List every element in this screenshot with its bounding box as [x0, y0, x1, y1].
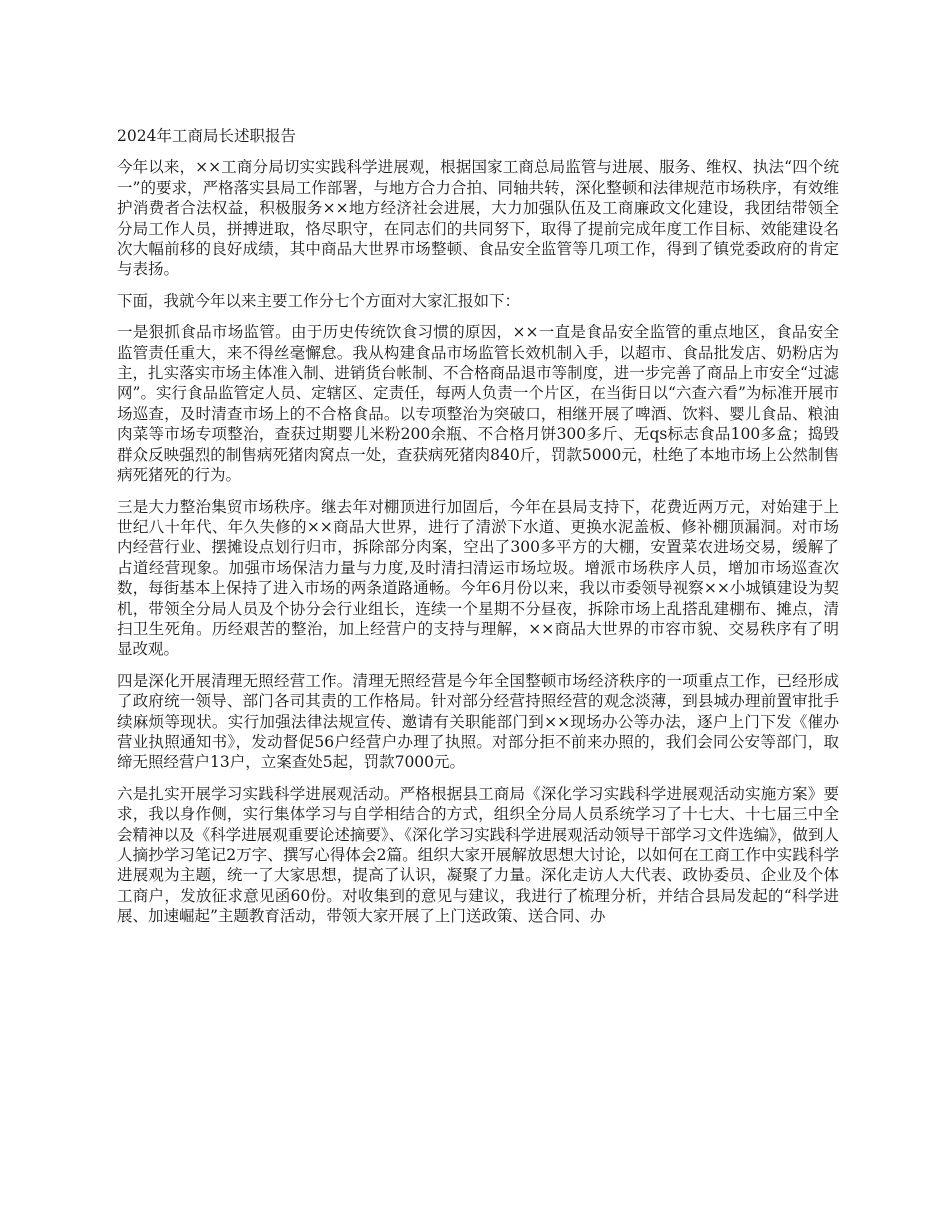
paragraph-food-supervision: 一是狠抓食品市场监管。由于历史传统饮食习惯的原因，××一直是食品安全监管的重点地区，食品安全监管责任重大，来不得丝毫懈怠。我从构建食品市场监管长效机制入手，以超市、食品批发店、奶粉店为主，扎实落实市场主体准入制、进销货台帐制、不合格商品退市等制度，进一步完善了商品上市安全“过滤网”。实行食品监管定人员、定辖区、定责任，每两人负责一个片区，在当街日以“六查六看”为标准开展市场巡查，及时清查市场上的不合格食品。以专项整治为突破口，相继开展了啤酒、饮料、婴儿食品、粮油肉菜等市场专项整治，查获过期婴儿米粉200余瓶、不合格月饼300多斤、无qs标志食品100多盒；捣毁群众反映强烈的制售病死猪肉窝点一处，查获病死猪肉840斤，罚款5000元，杜绝了本地市场上公然制售病死猪死的行为。 — [117, 323, 839, 485]
paragraph-unlicensed-business: 四是深化开展清理无照经营工作。清理无照经营是今年全国整顿市场经济秩序的一项重点工作，已经形成了政府统一领导、部门各司其责的工作格局。针对部分经营持照经营的观念淡薄，到县城办理前置审批手续麻烦等现状。实行加强法律法规宣传、邀请有关职能部门到××现场办公等办法，逐户上门下发《催办营业执照通知书》，发动督促56户经营户办理了执照。对部分拒不前来办照的，我们会同公安等部门，取缔无照经营户13户，立案查处5起，罚款7000元。 — [117, 671, 839, 772]
paragraph-outline: 下面，我就今年以来主要工作分七个方面对大家汇报如下： — [117, 291, 521, 310]
document-title: 2024年工商局长述职报告 — [117, 127, 296, 145]
document-page — [117, 126, 839, 938]
paragraph-market-order: 三是大力整治集贸市场秩序。继去年对棚顶进行加固后，今年在县局支持下，花费近两万元，对始建于上世纪八十年代、年久失修的××商品大世界，进行了清淤下水道、更换水泥盖板、修补棚顶漏洞。对市场内经营行业、摆摊设点划行归市，拆除部分肉案，空出了300多平方的大棚，安置菜农进场交易，缓解了占道经营现象。加强市场保洁力量与力度,及时清扫清运市场垃圾。增派市场秩序人员，增加市场巡查次数，每街基本上保持了进入市场的两条道路通畅。今年6月份以来，我以市委领导视察××小城镇建设为契机，带领全分局人员及个协分会行业组长，连续一个星期不分昼夜，拆除市场上乱搭乱建棚布、摊点，清扫卫生死角。历经艰苦的整治，加上经营户的支持与理解，××商品大世界的市容市貌、交易秩序有了明显改观。 — [117, 497, 839, 659]
paragraph-intro: 今年以来，××工商分局切实实践科学进展观，根据国家工商总局监管与进展、服务、维权、执法“四个统一”的要求，严格落实县局工作部署，与地方合力合拍、同轴共转，深化整顿和法律规范市场秩序，有效维护消费者合法权益，积极服务××地方经济社会进展，大力加强队伍及工商廉政文化建设，我团结带领全分局工作人员，拼搏进取，恪尽职守，在同志们的共同努下，取得了提前完成年度工作目标、效能建设名次大幅前移的良好成绩，其中商品大世界市场整顿、食品安全监管等几项工作，得到了镇党委政府的肯定与表扬。 — [117, 158, 839, 279]
paragraph-scientific-development: 六是扎实开展学习实践科学进展观活动。严格根据县工商局《深化学习实践科学进展观活动实施方案》要求，我以身作侧，实行集体学习与自学相结合的方式，组织全分局人员系统学习了十七大、十七届三中全会精神以及《科学进展观重要论述摘要》、《深化学习实践科学进展观活动领导干部学习文件选编》，做到人人摘抄学习笔记2万字、撰写心得体会2篇。组织大家开展解放思想大讨论，以如何在工商工作中实践科学进展观为主题，统一了大家思想，提高了认识，凝聚了力量。深化走访人大代表、政协委员、企业及个体工商户，发放征求意见函60份。对收集到的意见与建议，我进行了梳理分析，并结合县局发起的“科学进展、加速崛起”主题教育活动，带领大家开展了上门送政策、送合同、办 — [117, 784, 839, 926]
